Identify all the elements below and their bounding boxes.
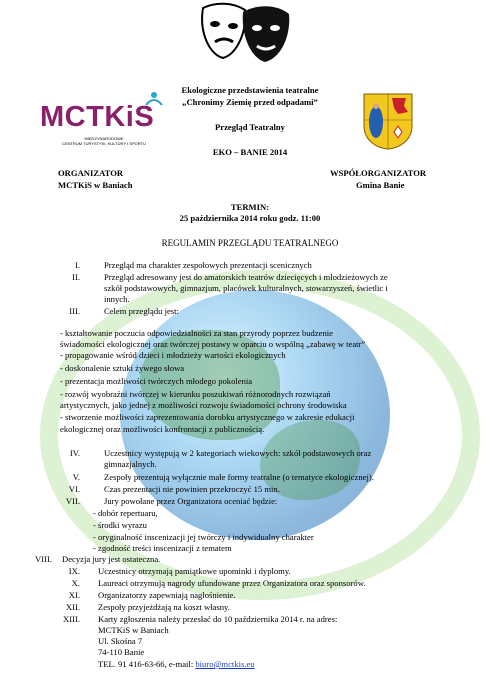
address-city: 74-110 Banie [98,647,145,657]
address-name: MCTKiS w Baniach [98,625,169,635]
coorganizer-name: Gmina Banie [356,180,405,190]
term-label: TERMIN: [230,202,270,212]
criteria-item: - dobór repertuaru, [93,508,158,518]
item-number: X. [71,578,80,588]
organizer-role: ORGANIZATOR [58,168,124,178]
item-number: VII. [65,496,80,506]
goal-item: - propagowanie wśród dzieci i młodzieży wartości ekologicznych [60,350,286,360]
item-number: VIII. [35,554,52,564]
coorganizer-role: WSPÓŁORGANIZATOR [330,168,427,178]
item-text: Przegląd ma charakter zespołowych prezentacji scenicznych [104,260,312,270]
header-title-quote: „Chronimy Ziemię przed odpadami” [182,97,318,107]
goal-item: - rozwój wyobraźni twórczej w kierunku poszukiwań różnorodnych rozwiązań [60,389,331,399]
item-number: V. [72,472,80,482]
goal-item: świadomości ekologicznej oraz twórczej postawy w oparciu o wspólną „zabawę w teatr” [60,339,366,349]
item-text: Jury powołane przez Organizatora oceniać będzie: [104,496,278,506]
goal-item: - stworzenie możliwości zaprezentowania dorobku artystycznego w zakresie edukacji [60,412,355,422]
item-number: II. [72,272,80,282]
item-text: Przegląd adresowany jest do amatorskich teatrów dziecięcych i młodzieżowych ze [104,272,388,282]
contact-phone: TEL. 91 416-63-66, e-mail: [98,659,196,669]
item-text: Zespoły prezentują wyłącznie małe formy teatralne (o tematyce ekologicznej). [104,472,374,482]
term-date: 25 października 2014 roku godz. 11:00 [179,213,321,223]
item-number: XII. [65,602,80,612]
goal-item: - doskonalenie sztuki żywego słowa [60,363,185,373]
organizer-name: MCTKiS w Baniach [58,180,133,190]
goal-item: - prezentacja możliwości twórczych młodego pokolenia [60,376,253,386]
item-number: III. [69,306,80,316]
item-number: XIII. [63,614,80,624]
header-subtitle: Przegląd Teatralny [215,122,285,132]
regulations-title: REGULAMIN PRZEGLĄDU TEATRALNEGO [161,238,339,248]
item-text: szkół podstawowych, gimnazjum, placówek kulturalnych, stowarzyszeń, świetlic i [104,283,388,293]
item-number: VI. [68,484,80,494]
item-text: innych. [104,294,130,304]
logo-subtitle: MIĘDZYNARODOWE CENTRUM TURYSTYKI, KULTURY I SPORTU [62,136,146,146]
item-text: Zespoły przyjeżdżają na koszt własny. [98,602,230,612]
event-name: EKO – BANIE 2014 [212,147,288,157]
item-text: Uczestnicy występują w 2 kategoriach wiekowych: szkół podstawowych oraz [104,448,372,458]
logo-text: MCTKiS [40,101,155,133]
item-number: IX. [68,566,80,576]
item-number: IV. [69,448,80,458]
item-text: Czas prezentacji nie powinien przekroczyć 15 min. [104,484,280,494]
item-number: I. [74,260,80,270]
item-text: gimnazjalnych. [104,459,157,469]
item-text: Organizatorzy zapewniają nagłośnienie. [98,590,236,600]
criteria-item: - środki wyrazu [93,520,147,530]
theatre-masks-icon [195,2,295,64]
item-text: Decyzja jury jest ostateczna. [62,554,161,564]
contact-line [98,659,255,669]
goal-item: ekologicznej oraz możliwości konfrontacji z publicznością. [60,424,265,434]
item-text: Uczestnicy otrzymają pamiątkowe upominki i dyplomy. [98,566,291,576]
criteria-item: - oryginalność inscenizacji jej twórczy i indywidualny charakter [93,532,314,542]
goal-item: - kształtowanie poczucia odpowiedzialności za stan przyrody poprzez budzenie [60,328,333,338]
address-street: Ul. Skośna 7 [98,636,143,646]
item-number: XI. [68,590,80,600]
header-title: Ekologiczne przedstawienia teatralne [181,85,319,95]
item-text: Karty zgłoszenia należy przesłać do 10 października 2014 r. na adres: [98,614,338,624]
item-text: Laureaci otrzymują nagrody ufundowane przez Organizatora oraz sponsorów. [98,578,366,588]
criteria-item: - zgodność treści inscenizacji z tematem [93,543,232,553]
email-link[interactable]: biuro@mctkis.eu [195,659,255,669]
item-text: Celem przeglądu jest: [104,306,179,316]
goal-item: artystycznych, jako jednej z możliwości rozwoju świadomości ochrony środowiska [60,400,347,410]
